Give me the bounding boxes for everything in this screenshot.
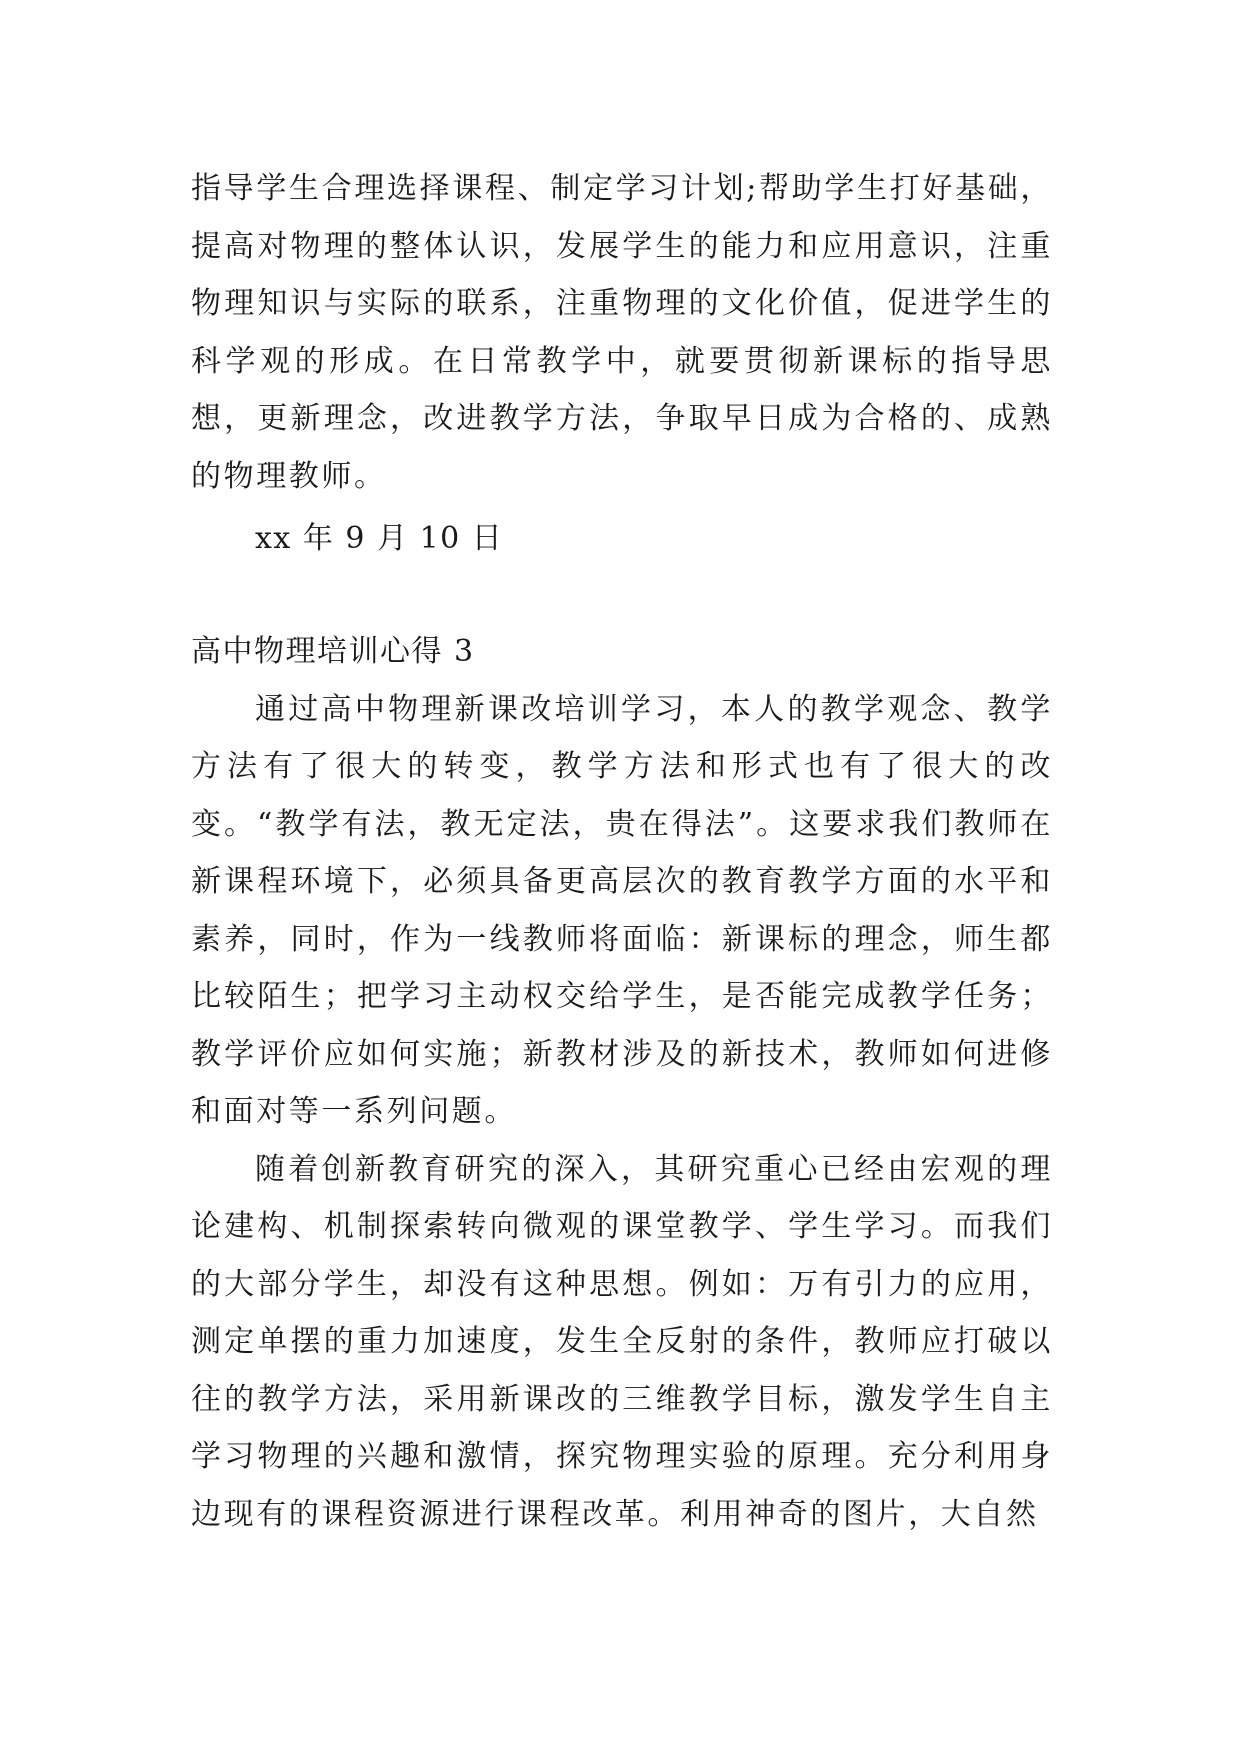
date-line: xx 年 9 月 10 日 bbox=[255, 521, 504, 556]
continued-paragraph-block bbox=[191, 160, 1053, 505]
section-title: 高中物理培训心得 3 bbox=[191, 634, 475, 669]
date-block bbox=[191, 510, 1053, 568]
body-paragraph-2: 随着创新教育研究的深入，其研究重心已经由宏观的理论建构、机制探索转向微观的课堂教学、学生学习。而我们的大部分学生，却没有这种思想。例如：万有引力的应用，测定单摆的重力加速度，发生全反射的条件，教师应打破以往的教学方法，采用新课改的三维教学目标，激发学生自主学习物理的兴趣和激情，探究物理实验的原理。充分利用身边现有的课程资源进行课程改革。利用神奇的图片，大自然 bbox=[191, 1151, 1053, 1532]
continued-paragraph: 指导学生合理选择课程、制定学习计划;帮助学生打好基础，提高对物理的整体认识，发展学生的能力和应用意识，注重物理知识与实际的联系，注重物理的文化价值，促进学生的科学观的形成。在日常教学中，就要贯彻新课标的指导思想，更新理念，改进教学方法，争取早日成为合格的、成熟的物理教师。 bbox=[191, 171, 1053, 494]
body-paragraph-1: 通过高中物理新课改培训学习，本人的教学观念、教学方法有了很大的转变，教学方法和形式也有了很大的改变。“教学有法，教无定法，贵在得法”。这要求我们教师在新课程环境下，必须具备更高层次的教育教学方面的水平和素养，同时，作为一线教师将面临：新课标的理念，师生都比较陌生；把学习主动权交给学生，是否能完成教学任务；教学评价应如何实施；新教材涉及的新技术，教师如何进修和面对等一系列问题。 bbox=[191, 691, 1053, 1129]
section-block bbox=[191, 623, 1053, 1543]
